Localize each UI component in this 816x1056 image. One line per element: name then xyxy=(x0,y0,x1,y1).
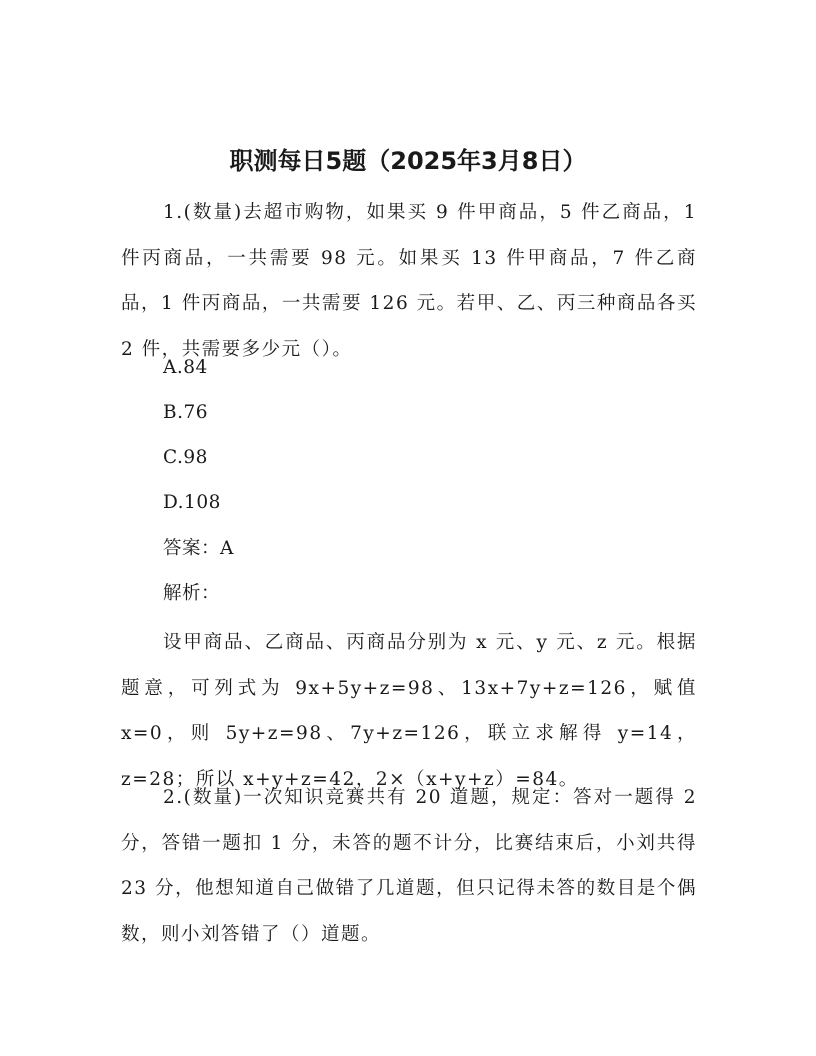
question-1-analysis-label: 解析： xyxy=(163,583,221,604)
question-1-option-c: C.98 xyxy=(163,447,208,468)
question-1-analysis: 设甲商品、乙商品、丙商品分别为 x 元、y 元、z 元。根据题意，可列式为 9x+5y+z=98、13x+7y+z=126，赋值 x=0，则 5y+z=98、7y+z=126，联立求解得 y=14，z=28；所以 x+y+z=42，2×（x+y+z）=84。 xyxy=(121,632,697,790)
page-title: 职测每日5题（2025年3月8日） xyxy=(229,147,587,175)
question-2-text: 2.(数量)一次知识竞赛共有 20 道题，规定：答对一题得 2 分，答错一题扣 1 分，未答的题不计分，比赛结束后，小刘共得 23 分，他想知道自己做错了几道题，但只记得未答的数目是个偶数，则小刘答错了（）道题。 xyxy=(121,787,697,945)
question-1-text: 1.(数量)去超市购物，如果买 9 件甲商品，5 件乙商品，1 件丙商品，一共需要 98 元。如果买 13 件甲商品，7 件乙商品，1 件丙商品，一共需要 126 元。若甲、乙、丙三种商品各买 2 件，共需要多少元（）。 xyxy=(121,202,697,360)
question-1-option-b: B.76 xyxy=(163,402,209,423)
question-1-option-a: A.84 xyxy=(163,357,208,378)
question-1-answer: 答案：A xyxy=(163,538,234,559)
question-1-option-d: D.108 xyxy=(163,492,221,513)
